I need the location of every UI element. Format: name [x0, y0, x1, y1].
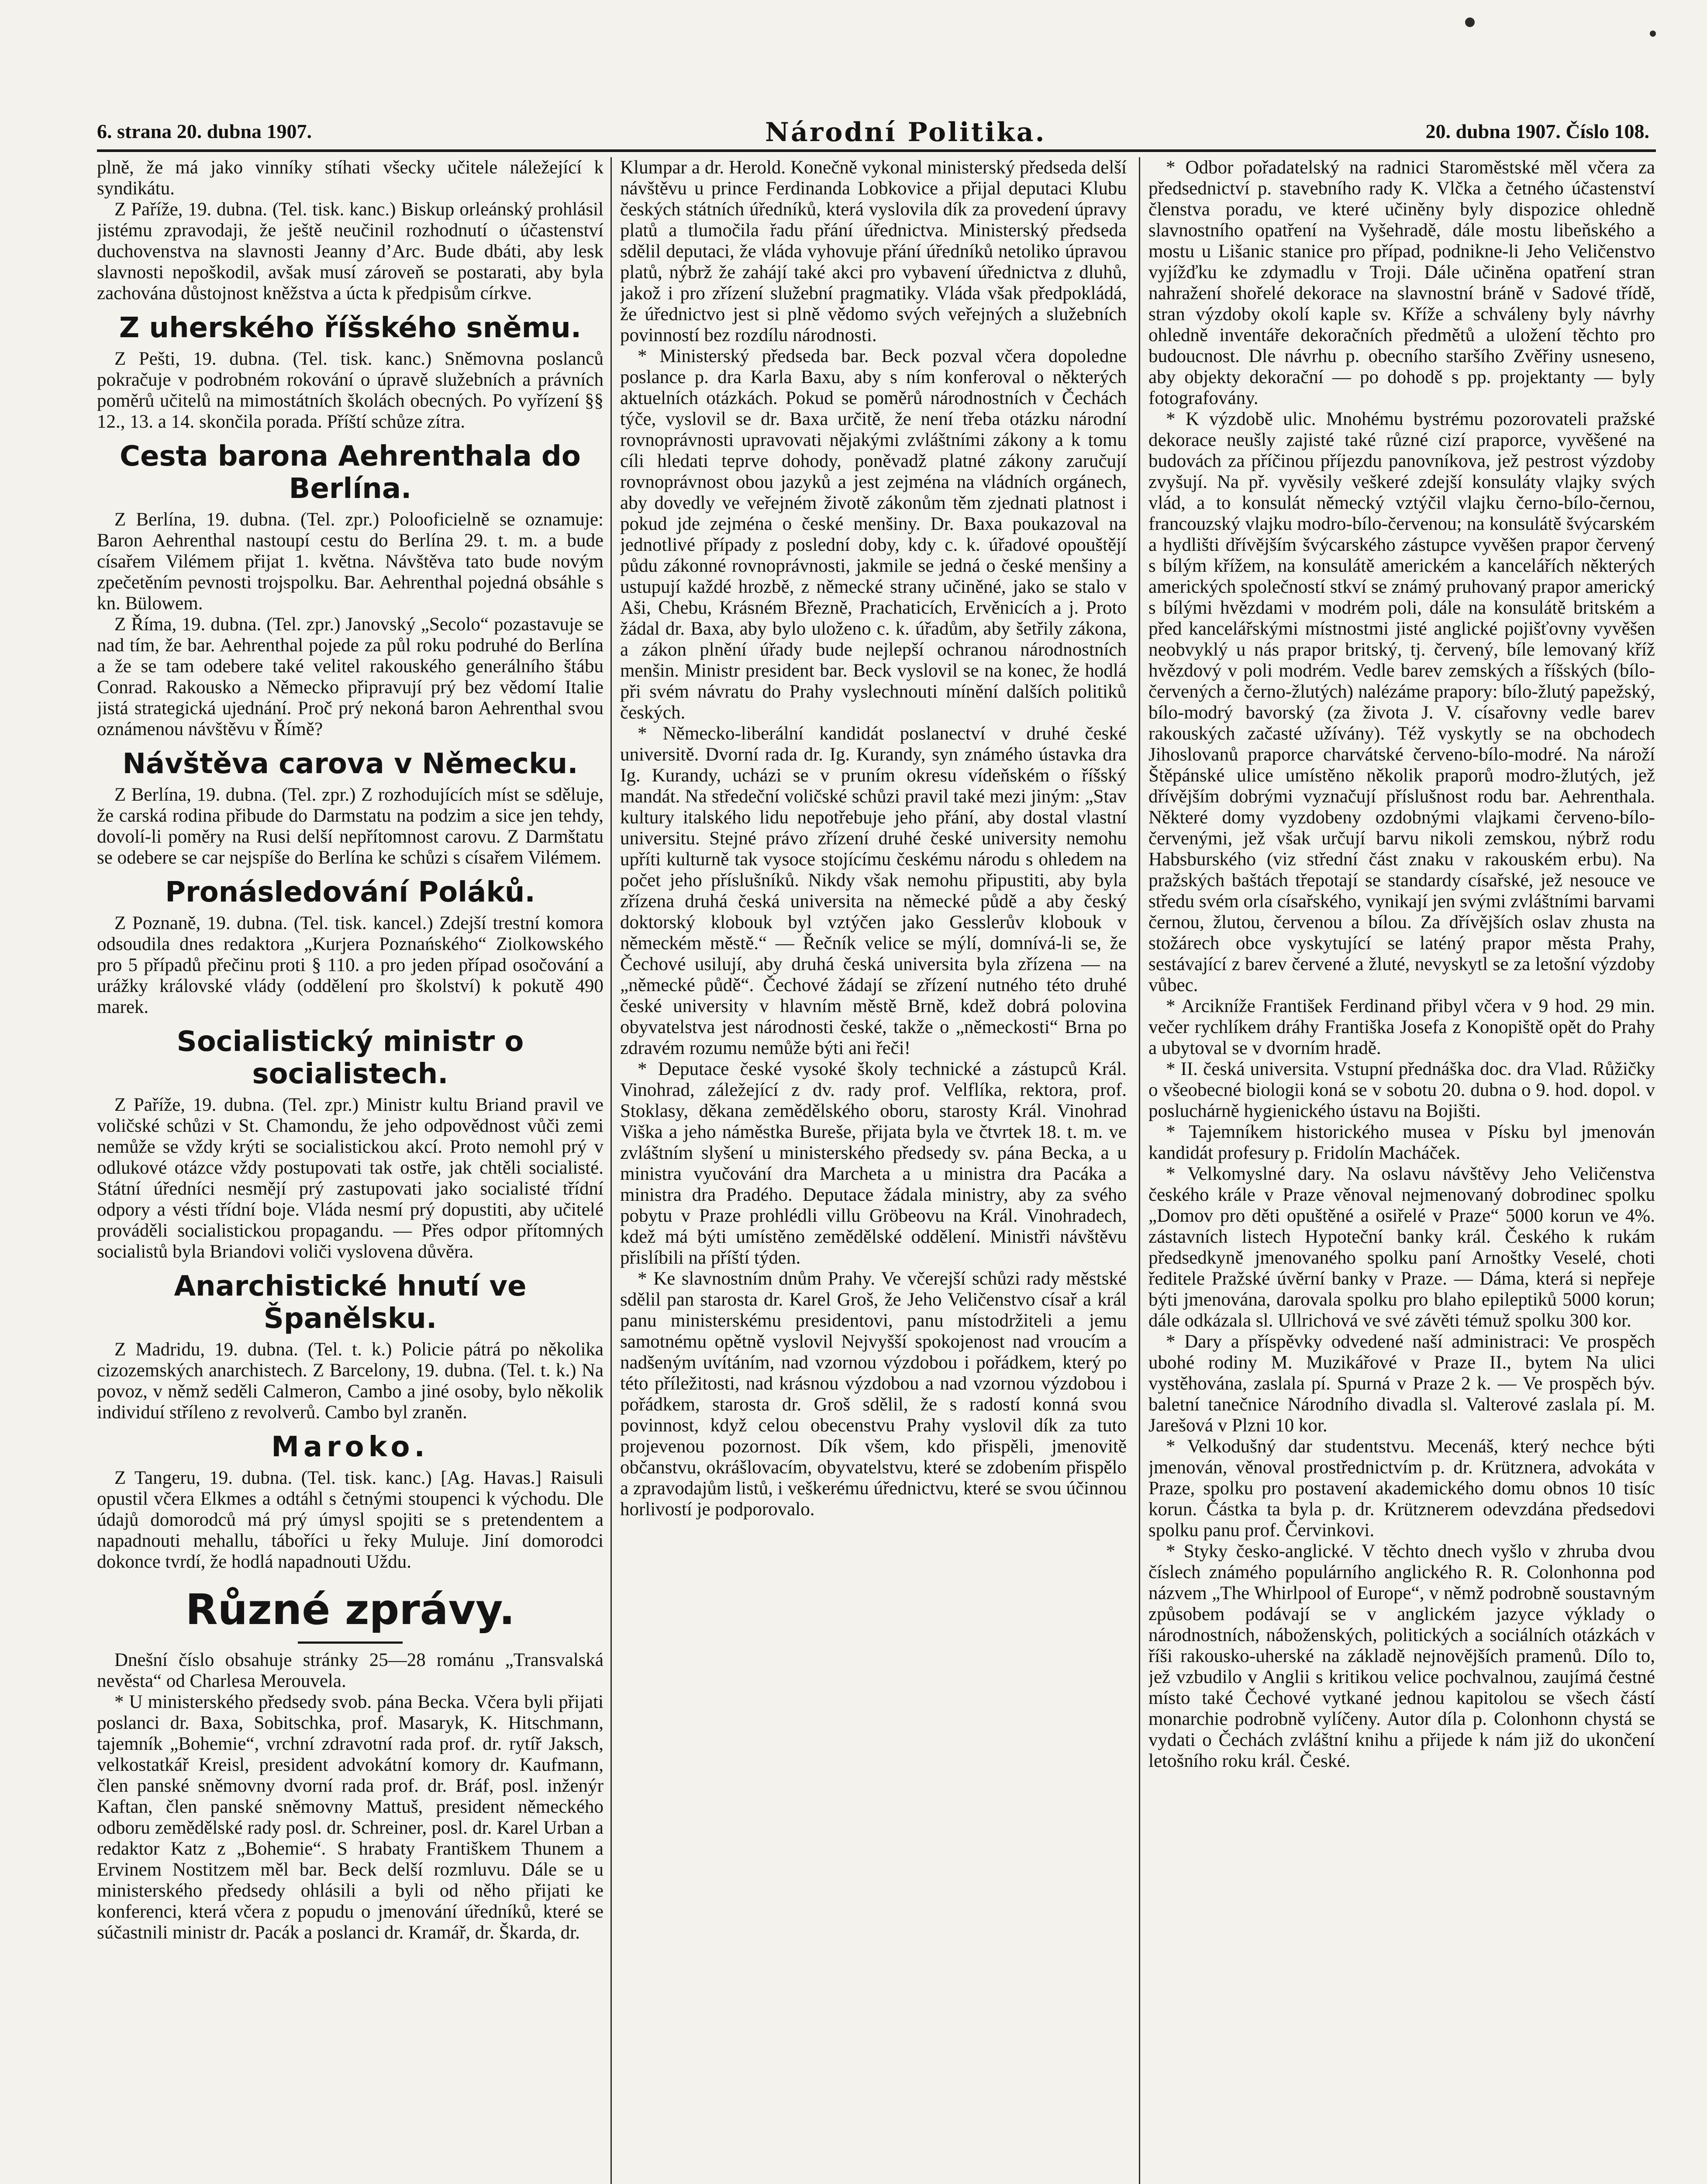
news-item: * Arcikníže František Ferdinand přibyl včera v 9 hod. 29 min. večer rychlíkem dráhy Františka Josefa z Konopiště opět do Prahy a ubytoval se v dvorním hradě.	[1148, 996, 1655, 1058]
column-divider	[610, 157, 612, 2184]
article-continuation: plně, že má jako vinníky stíhati všecky učitele náležející k syndikátu.	[97, 157, 603, 199]
headline-persecution-of-poles: Pronásledování Poláků.	[165, 876, 535, 909]
date-and-issue-number: 20. dubna 1907. Číslo 108.	[1425, 120, 1649, 142]
headline-tsar-visit: Návštěva carova v Německu.	[122, 748, 578, 780]
news-item: * Velkodušný dar studentstvu. Mecenáš, který nechce býti jmenován, věnoval prostřednictvím p. dr. Krütznera, advokáta v Praze, spolku pro postavení akademického domu obnos 10 tisíc korun. Částka ta byla p. dr. Krütznerem odevzdána předsedovi spolku panu prof. Červinkovi.	[1148, 1436, 1655, 1541]
article-paragraph: Z Paříže, 19. dubna. (Tel. tisk. kanc.) Biskup orleánský prohlásil jistému zpravodaji, že ještě neučinil rozhodnutí o účastenství duchovenstva na slavnosti Jeanny d’Arc. Bude dbáti, aby lesk slavnosti nepoškodil, avšak musí zároveň se postarati, aby byla zachována důstojnost kněžstva a úcta k předpisům církve.	[97, 199, 603, 304]
newspaper-title: Národní Politika.	[765, 117, 1046, 148]
news-item: * K výzdobě ulic. Mnohému bystrému pozorovateli pražské dekorace neušly zajisté také různé cizí praporce, vyvěšené na budovách za příčinou příjezdu panovníkova, jež pestrost výzdoby zvyšují. Na př. vyvěsily veškeré zdejší konsuláty vlajky svých vlád, a to konsulát německý vztýčil vlajku černo-bílo-černou, francouzský vlajku modro-bílo-červenou; na konsulátě švýcarském a hydlišti dřívějším švýcarského zástupce vyvěšen prapor červený s bílým křížem, na konsulátě americkém a kancelářích některých amerických společností stkví se známý pruhovaný prapor americký s bílými hvězdami v modrém poli, dále na konsulátě britském a před kancelářskými místnostmi jisté anglické pojišťovny vyvěšen neobvyklý u nás prapor britský, tj. červený, bíle lemovaný kříž hvězdový v poli modrém. Vedle barev zemských a říšských (bílo-červených a černo-žlutých) nalézáme prapory: bílo-žlutý papežský, bílo-modrý bavorský (za života J. V. císařovny vedle barev rakouských začasté užívány). Též vyskytly se na obchodech Jihoslovanů praporce charvátské červeno-bílo-modré. Na nároží Štěpánské ulice umístěno několik praporů modro-žlutých, jež dřívějším dobrými vyznačují příslušnost rodu bar. Aehrenthala. Některé domy vyzdobeny ozdobnými vlajkami červeno-bílo-červenými, jež však určují barvu nikoli zemskou, nýbrž rodu Habsburského (viz střední část znaku v rakouském erbu). Na pražských baštách třepotají se standardy císařské, jež nesouce ve středu svém orla císařského, vynikají jen svými zvláštními barvami černou, žlutou, červenou a bílou. Za dřívějších oslav zhusta na stožárech obce vyskytující se laténý prapor města Prahy, sestávající z barev červené a žluté, nevyskytl se za letošní výzdoby vůbec.	[1148, 409, 1655, 995]
article-paragraph: Dnešní číslo obsahuje stránky 25—28 románu „Transvalská nevěsta“ od Charlesa Merouvela.	[97, 1650, 603, 1691]
masthead	[97, 117, 1707, 149]
ink-speck	[1650, 31, 1656, 37]
headline-morocco: Maroko.	[271, 1431, 429, 1463]
headline-anarchist-movement: Anarchistické hnutí ve Španělsku.	[174, 1270, 527, 1335]
news-item: * Odbor pořadatelský na radnici Staroměstské měl včera za předsednictví p. stavebního rady K. Vlčka a četného účastenství členstva poradu, ve které učiněny byly dispozice ohledně slavnostního opatření na Vyšehradě, dále mostu libeňského a mostu u Lišanic stanice pro případ, podnikne-li Jeho Veličenstvo vyjížďku ke zdymadlu v Troji. Dále učiněna opatření stran nahražení shořelé dekorace na slavnostní bráně v Sadové třídě, stran výzdoby okolí kaple sv. Kříže a schváleny byly návrhy ohledně inventáře dekoračních předmětů a uložení těchto pro budoucnost. Dle návrhu p. obecního staršího Zvěřiny usneseno, aby objekty dekorační — po dohodě s pp. projektanty — byly fotografovány.	[1148, 157, 1655, 408]
news-item: * Tajemníkem historického musea v Písku byl jmenován kandidát profesury p. Fridolín Macháček.	[1148, 1122, 1655, 1163]
article-paragraph: Z Paříže, 19. dubna. (Tel. zpr.) Ministr kultu Briand pravil ve voličské schůzi v St. Chamondu, že jeho odpovědnost vůči zemi nemůže se vždy krýti se socialistickou akcí. Proto nemohl prý v odlukové otázce vždy postupovati tak ostře, jak chtěli socialisté. Státní úředníci nesmějí prý zastupovati jako socialisté třídní odpory a vésti třídní boje. Vláda nesmí prý dopustiti, aby učitelé prováděli socialistickou propagandu. — Přes odpor přítomných socialistů byla Briandovi voliči vyslovena důvěra.	[97, 1095, 603, 1262]
column-divider	[1139, 157, 1140, 2184]
news-item: * Deputace české vysoké školy technické a zástupců Král. Vinohrad, záležející z dv. rady prof. Velflíka, rektora, prof. Stoklasy, děkana zemědělského oboru, starosty Král. Vinohrad Viška a jeho náměstka Bureše, přijata byla ve čtvrtek 18. t. m. ve zvláštním slyšení u ministerského předsedy sv. pána Becka, a u ministra vyučování dra Marcheta a u ministra dra Pacáka a ministra dra Pradého. Deputace žádala ministry, aby za svého pobytu v Praze prohlédli villu Gröbeovu na Král. Vinohradech, kdež má býti umístěno zemědělské oddělení. Ministři návštěvu přislíbili na příští týden.	[620, 1059, 1127, 1268]
article-paragraph: * U ministerského předsedy svob. pána Becka. Včera byli přijati poslanci dr. Baxa, Sobitschka, prof. Masaryk, K. Hitschmann, tajemník „Bohemie“, vrchní zdravotní rada prof. dr. rytíř Jaksch, velkostatkář Kreisl, president advokátní komory dr. Kaufmann, člen panské sněmovny dvorní rada prof. dr. Bráf, posl. inženýr Kaftan, člen panské sněmovny Mattuš, president německého odboru zemědělské rady posl. dr. Schreiner, posl. dr. Karel Urban a redaktor Katz z „Bohemie“. S hrabaty Františkem Thunem a Ervinem Nostitzem měl bar. Beck delší rozmluvu. Dále se u ministerského předsedy ohlásili a byli od něho přijati ke konferenci, která včera z popudu o jmenování úředníků, které se súčastnili ministr dr. Pacák a poslanci dr. Kramář, dr. Škarda, dr.	[97, 1692, 603, 1943]
article-paragraph: Z Říma, 19. dubna. (Tel. zpr.) Janovský „Secolo“ pozastavuje se nad tím, že bar. Aehrenthal pojede za půl roku podruhé do Berlína a že se tam odebere také velitel rakouského generálního štábu Conrad. Rakousko a Německo připravují prý bez vědomí Italie jistá strategická ujednání. Proč prý nekoná baron Aehrenthal svou oznámenou návštěvu v Římě?	[97, 614, 603, 740]
ink-speck	[1465, 17, 1475, 27]
column-3	[1148, 157, 1655, 2184]
page-and-date: 6. strana 20. dubna 1907.	[97, 120, 312, 142]
article-paragraph: Z Poznaně, 19. dubna. (Tel. tisk. kancel.) Zdejší trestní komora odsoudila dnes redaktora „Kurjera Poznańského“ Ziolkowského pro 5 případů přečinu proti § 110. a pro jeden případ osočování a urážky královské vlády (oddělení pro školství) k pokutě 490 marek.	[97, 913, 603, 1017]
headline-socialist-minister: Socialistický ministr o socialistech.	[176, 1026, 524, 1090]
news-item: * Dary a příspěvky odvedené naší administraci: Ve prospěch ubohé rodiny M. Muzikářové v Praze II., bytem Na ulici vystěhována, zaslala pí. Spurná v Praze 2 k. — Ve prospěch býv. baletní tanečnice Národního divadla sl. Valterové zaslala pí. M. Jarešová v Plzni 10 kor.	[1148, 1331, 1655, 1436]
news-item: * Styky česko-anglické. V těchto dnech vyšlo v zhruba dvou číslech známého populárního anglického R. R. Colonhonna pod názvem „The Whirlpool of Europe“, v němž podrobně soustavným způsobem podávají se v anglickém jazyce výklady o národnostních, náboženských, politických a sociálních otázkách v říši rakousko-uherské na základě nejnovějších pramenů. Dílo to, jež vzbudilo v Anglii s kritikou velice pochvalnou, zaujímá čestné místo také Čechové vytkané jednou kapitolou se všech částí monarchie podrobně vylíčeny. Autor díla p. Colonhonn chystá se vydati o Čechách zvláštní knihu a přijede k nám již do ukončení letošního roku král. České.	[1148, 1541, 1655, 1771]
news-item: * Ministerský předseda bar. Beck pozval včera dopoledne poslance p. dra Karla Baxu, aby s ním konferoval o některých aktuelních otázkách. Pokud se poměrů národnostních v Čechách týče, vyslovil se dr. Baxa určitě, že není třeba otázku národní rovnoprávnosti upravovati nějakými zvláštními zákony a k tomu cíli hledati teprve dohody, poněvadž platné zákony zaručují rovnoprávnost obou jazyků a jest zejména na vládních orgánech, aby dovedly ve veřejném životě zákonům těm zjednati platnost i pokud jde zejména o české menšiny. Dr. Baxa poukazoval na jednotlivé případy z poslední doby, kdy c. k. úřadové opouštějí půdu zákonné rovnoprávnosti, jakmile se jedná o české menšiny a ustupují každé hrozbě, z německé strany učiněné, jako se stalo v Aši, Chebu, Krásném Březně, Prachaticích, Ervěnicích a j. Proto žádal dr. Baxa, aby bylo uloženo c. k. úřadům, aby šetřily zákona, a zákon plnění úřady bude nejlepší ochranou národnostních menšin. Ministr president bar. Beck vyslovil se na konec, že hodlá při svém návratu do Prahy vyslechnouti mínění dalších politiků českých.	[620, 346, 1127, 723]
article-paragraph: Z Pešti, 19. dubna. (Tel. tisk. kanc.) Sněmovna poslanců pokračuje v podrobném rokování o úpravě služebních a právních poměrů učitelů na mimostátních školách obecných. Po vyřízení §§ 12., 13. a 14. skončila porada. Příští schůze zítra.	[97, 349, 603, 432]
news-item: * Velkomyslné dary. Na oslavu návštěvy Jeho Veličenstva českého krále v Praze věnoval nejmenovaný dobrodinec spolku „Domov pro děti opuštěné a osiřelé v Praze“ 5000 korun ve 4%. zástavních listech Hypoteční banky král. Českého k rukám předsedkyně jmenovaného spolku paní Arnoštky Veselé, choti ředitele Pražské úvěrní banky v Praze. — Dáma, která si nepřeje býti jmenována, darovala spolku pro blaho epileptiků 5000 korun; dále odkázala sl. Ullrichová ve své závěti témuž spolku 300 kor.	[1148, 1164, 1655, 1331]
heading-rule	[298, 1641, 403, 1644]
masthead-rule	[97, 149, 1656, 152]
headline-aehrenthal: Cesta barona Aehrenthala do Berlína.	[120, 440, 581, 505]
headline-hungarian-diet: Z uherského říšského sněmu.	[119, 312, 582, 344]
section-heading-various-news: Různé zprávy.	[185, 1585, 515, 1634]
article-paragraph: Z Madridu, 19. dubna. (Tel. t. k.) Policie pátrá po několika cizozemských anarchistech. Z Barcelony, 19. dubna. (Tel. t. k.) Na povoz, v němž seděli Calmeron, Cambo a jiné osoby, bylo několik individuí stříleno z revolverů. Cambo byl zraněn.	[97, 1339, 603, 1423]
news-item: * Ke slavnostním dnům Prahy. Ve včerejší schůzi rady městské sdělil pan starosta dr. Karel Groš, že Jeho Veličenstvo císař a král panu ministerskému presidentovi, panu místodržiteli a jemu samotnému opětně vyslovil Nejvyšší spokojenost nad vroucím a nadšeným uvítáním, nad vzornou výzdobou i pořádkem, který po této příležitosti, nad krásnou výzdobou a nad vzornou výzdobou i pořádkem, starosta dr. Groš sdělil, že s radostí konná svou povinnost, když celou obecenstvu Prahy vyslovil dík za tuto projevenou pozornost. Dík všem, kdo přispěli, jmenovitě občanstvu, okrášlovacím, obyvatelstvu, které se zdobením přispělo a zpravodajům listů, i veškerému úřednictvu, které se svou účinnou horlivostí je podporovalo.	[620, 1268, 1127, 1520]
news-item: * Německo-liberální kandidát poslanectví v druhé české universitě. Dvorní rada dr. Ig. Kurandy, syn známého ústavka dra Ig. Kurandy, ucházi se v pruním okresu vídeňském o říšský mandát. Na středeční voličské schůzi pravil také mezi jiným: „Stav kultury italského lidu nepotřebuje jeho přání, aby dostal vlastní universitu. Stejné právo zřízení druhé české university nemohu upříti kulturně tak vysoce stojícímu českému národu s ohledem na počet jeho příslušníků. Nikdy však nemohu připustiti, aby byla zřízena druhá česká universita na německé půdě a aby český doktorský klobouk byl vztýčen jako Gesslerův klobouk v německém městě.“ — Řečník velice se mýlí, domnívá-li se, že Čechové usilují, aby druhá česká universita byla zřízena — na „německé půdě“. Čechové žádají se zřízení nutného této druhé české university v hlavním městě Brně, kdež dobrá polovina obyvatelstva jest národnosti české, takže o „německosti“ Brna po zdravém rozumu nemůže býti ani řeči!	[620, 723, 1127, 1058]
news-item: * II. česká universita. Vstupní přednáška doc. dra Vlad. Růžičky o všeobecné biologii koná se v sobotu 20. dubna o 9. hod. dopol. v posluchárně hygienického ústavu na Bojišti.	[1148, 1059, 1655, 1121]
article-continuation: Klumpar a dr. Herold. Konečně vykonal ministerský předseda delší návštěvu u prince Ferdinanda Lobkovice a přijal deputaci Klubu českých státních úředníků, která vyslovila dík za provedení úpravy platů a tlumočila řadu přání úřednictva. Ministerský předseda sdělil deputaci, že vláda vyhovuje přání úředníků netoliko úpravou platů, nýbrž že zahájí také akci pro vybavení úřednictva z dluhů, jakož i pro zřízení služební pragmatiky. Vláda však předpokládá, že úřednictvo jest si plně vědomo svých veřejných a služebních povinností bez rozdílu národnosti.	[620, 157, 1127, 346]
article-paragraph: Z Berlína, 19. dubna. (Tel. zpr.) Z rozhodujících míst se sděluje, že carská rodina přibude do Darmstatu na podzim a sice jen tehdy, dovolí-li poměry na Rusi delší nepřítomnost carovu. Z Darmštatu se odebere se car nejspíše do Berlína ke schůzi s císařem Vilémem.	[97, 784, 603, 868]
column-1	[97, 157, 603, 2184]
column-2	[620, 157, 1127, 2184]
article-paragraph: Z Tangeru, 19. dubna. (Tel. tisk. kanc.) [Ag. Havas.] Raisuli opustil včera Elkmes a odtáhl s četnými stoupenci k východu. Dle údajů domorodců má prý úmysl spojiti se s pretendentem a napadnouti mehallu, táboříci u řeky Muluje. Jiní domorodci dokonce tvrdí, že hodlá napadnouti Uždu.	[97, 1468, 603, 1572]
article-paragraph: Z Berlína, 19. dubna. (Tel. zpr.) Polooficielně se oznamuje: Baron Aehrenthal nastoupí cestu do Berlína 29. t. m. a bude císařem Vilémem přijat 1. května. Návštěva tato bude novým zpečetěním pevnosti trojspolku. Bar. Aehrenthal pojedná obsáhle s kn. Bülowem.	[97, 509, 603, 614]
